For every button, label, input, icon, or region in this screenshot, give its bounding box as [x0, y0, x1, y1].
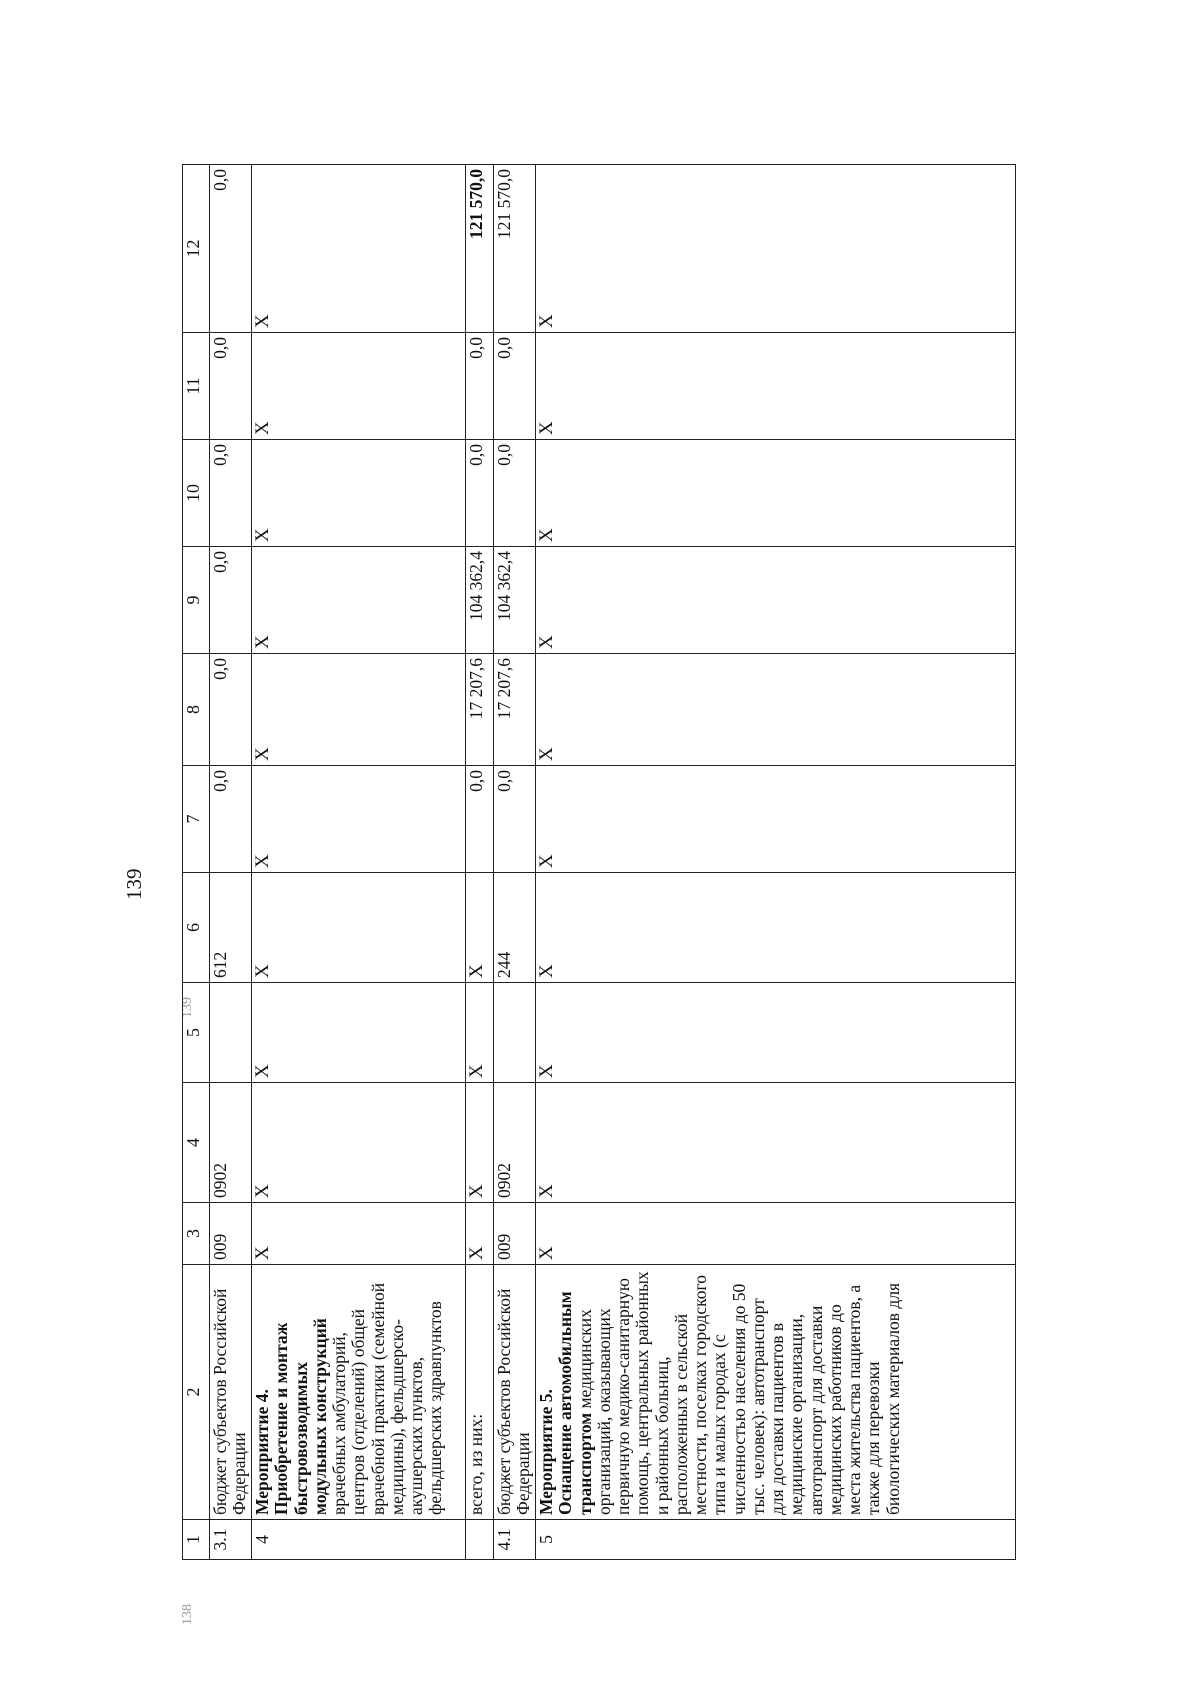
col-num-2: 2: [183, 1265, 210, 1520]
row-number: [466, 1520, 494, 1560]
cell-col7: Х: [252, 766, 466, 873]
cell-col10: Х: [252, 440, 466, 547]
cell-col6: Х: [466, 873, 494, 983]
cell-col8: 0,0: [210, 654, 252, 766]
row-number: 5: [536, 1520, 1016, 1560]
cell-col5: Х: [252, 983, 466, 1083]
cell-col12-total: 121 570,0: [466, 165, 494, 333]
cell-col10: Х: [536, 440, 1016, 547]
cell-col8: Х: [536, 654, 1016, 766]
cell-col6: 244: [494, 873, 536, 983]
row-number: 4: [252, 1520, 466, 1560]
col-num-10: 10: [183, 440, 210, 547]
col-num-6: 6: [183, 873, 210, 983]
cell-col5: [210, 983, 252, 1083]
cell-col12: Х: [252, 165, 466, 333]
cell-col4: Х: [466, 1083, 494, 1203]
cell-col6: 612: [210, 873, 252, 983]
cell-col3: Х: [536, 1203, 1016, 1265]
row-number: 4.1: [494, 1520, 536, 1560]
page-number-bleed-left: 138: [180, 1604, 195, 1625]
measure-name-bold: Приобретение и монтаж быстровозводимых модульных конструкций: [271, 1318, 330, 1515]
cell-col9: 104 362,4: [466, 547, 494, 654]
measure-name-bold: Оснащение автомобильным транспортом: [555, 1291, 595, 1515]
budget-table: [182, 164, 1016, 1560]
cell-col4: Х: [536, 1083, 1016, 1203]
cell-col11: Х: [252, 333, 466, 440]
rotated-page: [70, 60, 1130, 1640]
col-num-3: 3: [183, 1203, 210, 1265]
col-num-9: 9: [183, 547, 210, 654]
cell-col9: 0,0: [210, 547, 252, 654]
cell-col11: 0,0: [494, 333, 536, 440]
measure-name-rest: врачебных амбулаторий, центров (отделений) общей врачебной практики (семейной медицины), фельдшерско-акушерских пунктов, фельдшерских здравпунктов: [329, 1282, 446, 1515]
col-num-11: 11: [183, 333, 210, 440]
cell-col11: Х: [536, 333, 1016, 440]
cell-col3: 009: [494, 1203, 536, 1265]
table-row: [210, 165, 252, 1560]
measure-name-rest: медицинских организаций, оказывающих первичную медико-санитарную помощь, центральных районных и районных больниц, расположенных в сельской местности, поселках городского типа и малых городах (с численностью населения до 50 тыс. человек): автотранспорт для доставки пациентов в медицинские организации, автотранспорт для доставки медицинских работников до места жительства пациентов, а также для перевозки биологических материалов для: [574, 1271, 903, 1515]
col-num-12: 12: [183, 165, 210, 333]
cell-col7: 0,0: [494, 766, 536, 873]
cell-col10: 0,0: [466, 440, 494, 547]
page-number: 139: [122, 868, 146, 900]
cell-col8: Х: [252, 654, 466, 766]
row-description: всего, из них:: [466, 1265, 494, 1520]
col-num-1: 1: [183, 1520, 210, 1560]
cell-col11: 0,0: [210, 333, 252, 440]
table-row: [466, 165, 494, 1560]
cell-col3: Х: [252, 1203, 466, 1265]
cell-col10: 0,0: [210, 440, 252, 547]
cell-col9: 104 362,4: [494, 547, 536, 654]
cell-col7: 0,0: [210, 766, 252, 873]
cell-col8: 17 207,6: [494, 654, 536, 766]
cell-col12: 121 570,0: [494, 165, 536, 333]
col-num-7: 7: [183, 766, 210, 873]
row-description: бюджет субъектов Российской Федерации: [494, 1265, 536, 1520]
cell-col3: Х: [466, 1203, 494, 1265]
cell-col5: [494, 983, 536, 1083]
row-number: 3.1: [210, 1520, 252, 1560]
row-description: [252, 1265, 466, 1520]
cell-col4: 0902: [494, 1083, 536, 1203]
cell-col12: 0,0: [210, 165, 252, 333]
cell-col9: Х: [252, 547, 466, 654]
cell-col7: Х: [536, 766, 1016, 873]
column-number-row: [183, 165, 210, 1560]
cell-col12: Х: [536, 165, 1016, 333]
cell-col3: 009: [210, 1203, 252, 1265]
row-description: [536, 1265, 1016, 1520]
page-number-bleed-mid: 139: [180, 997, 195, 1018]
cell-col6: Х: [536, 873, 1016, 983]
table-row: [494, 165, 536, 1560]
table-row: [536, 165, 1016, 1560]
row-description: бюджет субъектов Российской Федерации: [210, 1265, 252, 1520]
table-row: [252, 165, 466, 1560]
cell-col5: Х: [536, 983, 1016, 1083]
cell-col11: 0,0: [466, 333, 494, 440]
cell-col8: 17 207,6: [466, 654, 494, 766]
col-num-4: 4: [183, 1083, 210, 1203]
cell-col6: Х: [252, 873, 466, 983]
measure-title: Мероприятие 4.: [252, 1389, 272, 1515]
cell-col9: Х: [536, 547, 1016, 654]
cell-col5: Х: [466, 983, 494, 1083]
cell-col7: 0,0: [466, 766, 494, 873]
col-num-8: 8: [183, 654, 210, 766]
cell-col10: 0,0: [494, 440, 536, 547]
cell-col4: Х: [252, 1083, 466, 1203]
measure-title: Мероприятие 5.: [536, 1389, 556, 1515]
col-num-5: 5: [183, 983, 210, 1083]
cell-col4: 0902: [210, 1083, 252, 1203]
